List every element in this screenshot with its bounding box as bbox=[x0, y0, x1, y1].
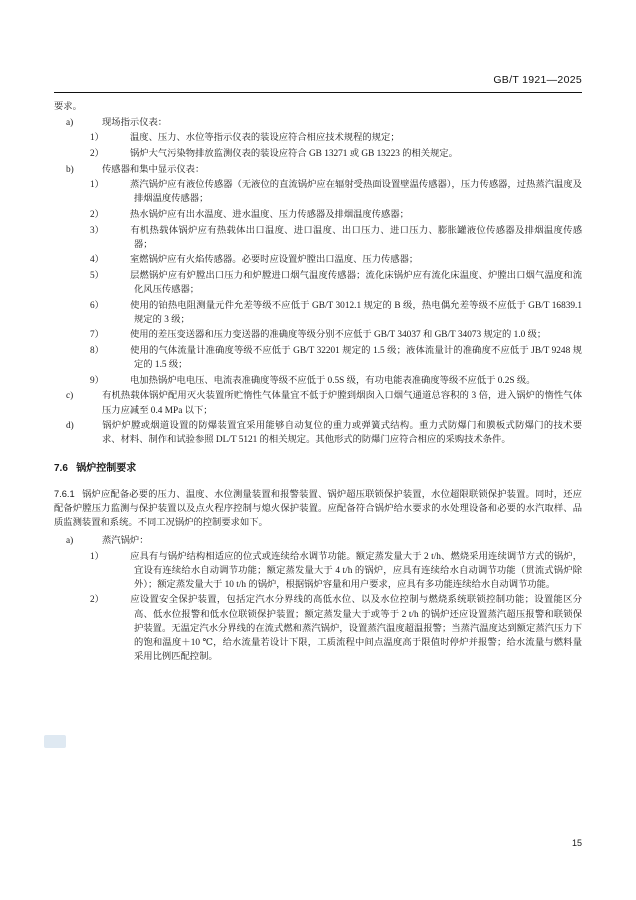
list-item-text: 传感器和集中显示仪表： bbox=[102, 164, 205, 175]
list-item bbox=[90, 147, 582, 161]
list-marker: d) bbox=[66, 421, 74, 432]
list-item bbox=[90, 208, 582, 222]
list-marker: b) bbox=[66, 164, 74, 175]
list-item-a bbox=[66, 116, 582, 130]
list-item bbox=[90, 269, 582, 297]
list-item-text: 锅炉炉膛或烟道设置的防爆装置宜采用能够自动复位的重力或弹簧式结构。重力式防爆门和膜板式防爆门的技术要求、材料、制作和试验参照 DL/T 5121 的相关规定。其他形式的防爆门应符合相应的采购技术条件。 bbox=[102, 421, 582, 446]
list-item-text: 有机热载体锅炉应有热载体出口温度、进口温度、出口压力、进口压力、膨胀罐液位传感器及排烟温度传感器； bbox=[130, 225, 582, 250]
list-marker: 2） bbox=[90, 209, 104, 220]
list-item-text: 使用的铂热电阻测量元件允差等级不应低于 GB/T 3012.1 规定的 B 级，热电偶允差等级不应低于 GB/T 16839.1 规定的 3 级； bbox=[130, 300, 582, 325]
list-item bbox=[90, 593, 582, 664]
page-number: 15 bbox=[571, 838, 582, 848]
list-item-text: 应具有与锅炉结构相适应的位式或连续给水调节功能。额定蒸发量大于 2 t/h、燃烧采用连续调节方式的锅炉，宜设有连续给水自动调节功能；额定蒸发量大于 4 t/h 的锅炉，应具有连续给水自动调节功能（贯流式锅炉除外）；额定蒸发量大于 10 t/h 的锅炉，根据锅炉容量和用户要求，应具有多功能连续给水自动调节功能。 bbox=[130, 551, 582, 590]
clause-text: 锅炉应配备必要的压力、温度、水位测量装置和报警装置、锅炉超压联锁保护装置，水位超限联锁保护装置。同时，还应配备炉膛压力监测与保护装置以及点火程序控制与熄火保护装置。应配备符合锅炉给水要求的水处理设备和必要的水汽取样、品质监测装置和系统。不同工况锅炉的控制要求如下。 bbox=[54, 489, 582, 528]
intro-paragraph: 要求。 bbox=[54, 102, 82, 112]
list-marker: 3） bbox=[90, 225, 104, 236]
list-item-text: 室燃锅炉应有火焰传感器。必要时应设置炉膛出口温度、压力传感器； bbox=[130, 255, 419, 266]
list-item-text: 有机热载体锅炉配用灭火装置所贮惰性气体量宜不低于炉膛到烟囱入口烟气通道总容积的 3 倍，进入锅炉的惰性气体压力应减至 0.4 MPa 以下； bbox=[102, 391, 582, 416]
list-item-c bbox=[66, 389, 582, 417]
list-item-text: 蒸汽锅炉： bbox=[102, 535, 149, 546]
list-item bbox=[90, 253, 582, 267]
clause-761 bbox=[54, 487, 582, 530]
list-item bbox=[90, 131, 582, 145]
list-marker: 9） bbox=[90, 375, 104, 386]
list-item-b bbox=[66, 163, 582, 177]
list-marker: 1） bbox=[90, 180, 104, 191]
clause-761-item-a bbox=[66, 534, 582, 548]
list-item-text: 电加热锅炉电电压、电流表准确度等级不应低于 0.5S 级，有功电能表准确度等级不应低于 0.2S 级。 bbox=[130, 375, 536, 386]
list-item-text: 热水锅炉应有出水温度、进水温度、压力传感器及排烟温度传感器； bbox=[130, 209, 409, 220]
page-content bbox=[54, 100, 582, 666]
clause-number: 7.6.1 bbox=[54, 488, 75, 499]
list-item bbox=[90, 328, 582, 342]
list-item bbox=[90, 374, 582, 388]
section-heading bbox=[54, 461, 582, 476]
list-marker: 2） bbox=[90, 595, 104, 606]
list-item bbox=[90, 299, 582, 327]
list-item-text: 层燃锅炉应有炉膛出口压力和炉膛进口烟气温度传感器；流化床锅炉应有流化床温度、炉膛出口烟气温度和流化风压传感器； bbox=[130, 270, 582, 295]
list-marker: c) bbox=[66, 391, 74, 402]
header-divider bbox=[54, 92, 582, 93]
list-marker: 4） bbox=[90, 255, 104, 266]
list-marker: a) bbox=[66, 535, 74, 546]
list-item bbox=[90, 178, 582, 206]
list-marker: 1） bbox=[90, 551, 104, 562]
list-marker: 5） bbox=[90, 270, 104, 281]
page-watermark bbox=[44, 735, 66, 748]
list-marker: 1） bbox=[90, 133, 104, 144]
list-item bbox=[90, 224, 582, 252]
section-title: 锅炉控制要求 bbox=[76, 463, 137, 475]
list-marker: 2） bbox=[90, 148, 104, 159]
list-marker: 6） bbox=[90, 300, 104, 311]
list-marker: 8） bbox=[90, 346, 104, 356]
list-item-text: 蒸汽锅炉应有液位传感器（无液位的直流锅炉应在辐射受热面设置壁温传感器），压力传感器，过热蒸汽温度及排烟温度传感器； bbox=[130, 180, 582, 205]
list-item bbox=[90, 550, 582, 592]
section-number: 7.6 bbox=[54, 463, 68, 475]
list-item bbox=[90, 344, 582, 372]
list-item-text: 应设置安全保护装置，包括定汽水分界线的高低水位、以及水位控制与燃烧系统联锁控制功能；设置能区分高、低水位报警和低水位联锁保护装置；额定蒸发量大于或等于 2 t/h 的锅炉还应设置蒸汽超压报警和联锁保护装置。无温定汽水分界线的在流式燃和蒸汽锅炉，设置蒸汽温度超温报警；当蒸汽温度达到额定蒸汽压力下的饱和温度＋10 ℃，给水流量若设计下限，工质流程中间点温度高于限值时停炉并报警；给水流量与燃料量采用比例匹配控制。 bbox=[130, 595, 582, 662]
list-item-text: 锅炉大气污染物排放监测仪表的装设应符合 GB 13271 或 GB 13223 的相关规定。 bbox=[130, 148, 458, 159]
list-marker: a) bbox=[66, 117, 74, 128]
list-item-text: 使用的气体流量计准确度等级不应低于 GB/T 32201 规定的 1.5 级；液体流量计的准确度不应低于 JB/T 9248 规定的 1.5 级； bbox=[130, 346, 582, 371]
page-header-standard-id: GB/T 1921—2025 bbox=[493, 74, 582, 86]
list-item-text: 现场指示仪表： bbox=[102, 117, 168, 128]
list-item-d bbox=[66, 419, 582, 447]
list-item-text: 使用的差压变送器和压力变送器的准确度等级分别不应低于 GB/T 34037 和 GB/T 34073 规定的 1.0 级； bbox=[130, 330, 547, 341]
list-item-text: 温度、压力、水位等指示仪表的装设应符合相应技术规程的规定； bbox=[130, 133, 400, 144]
list-marker: 7） bbox=[90, 330, 104, 341]
